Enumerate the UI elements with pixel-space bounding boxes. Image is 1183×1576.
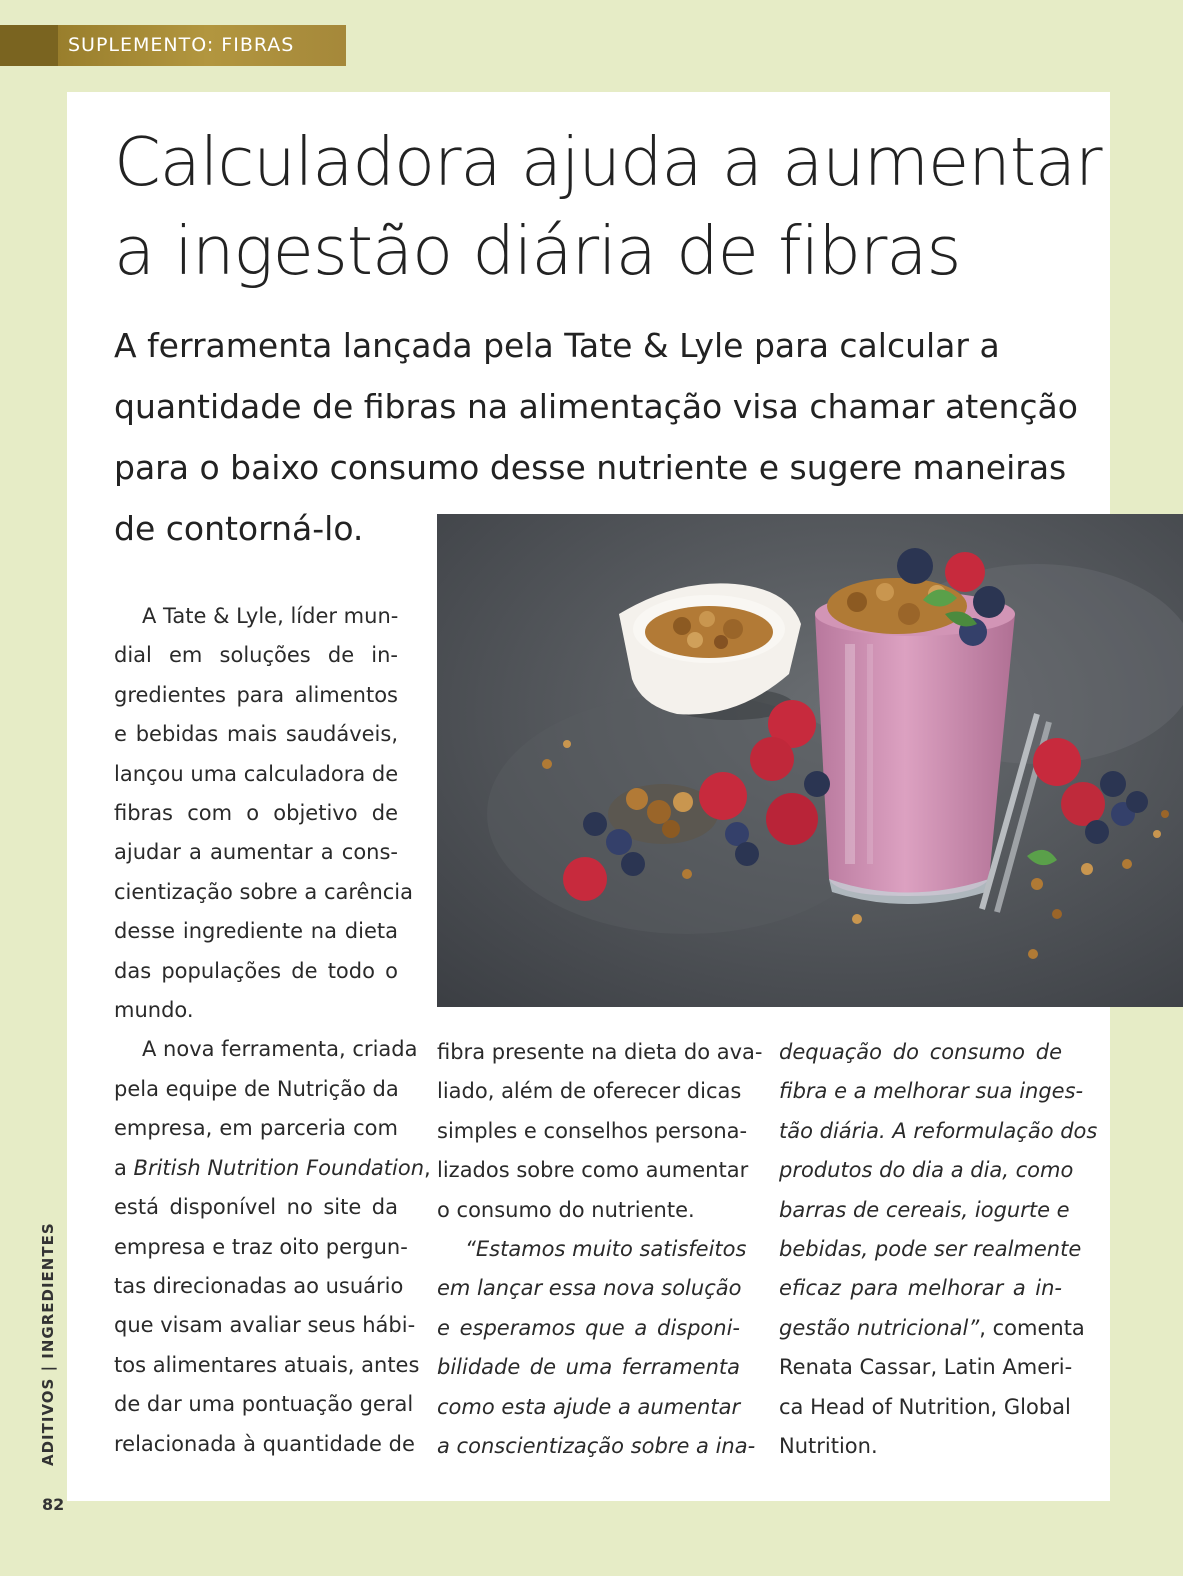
body-line: o consumo do nutriente. [437,1197,695,1222]
body-line: que visam avaliar seus hábi- [114,1313,416,1338]
quote-line: a conscientização sobre a ina- [437,1434,756,1459]
quote-line: “Estamos muito satisfeitos [465,1237,747,1262]
section-tag [0,25,346,66]
body-line: lançou uma calculadora de [114,761,399,786]
article-column-2 [437,1033,763,1466]
granola-bowl [619,583,801,720]
body-line: tos alimentares atuais, antes [114,1352,420,1377]
side-section-label: ADITIVOS | INGREDIENTES [39,1222,57,1466]
body-text: , comenta [979,1315,1085,1340]
article-column-1 [114,597,431,1464]
lead-line: de contorná-lo. [114,509,364,548]
quote-line: dequação do consumo de [779,1040,1062,1064]
article-title [114,118,1104,296]
body-line [779,1309,1085,1348]
body-line: de dar uma pontuação geral [114,1392,414,1417]
body-line [114,1149,431,1188]
quote-line: fibra e a melhorar sua inges- [779,1079,1084,1104]
quote-line: produtos do dia a dia, como [779,1158,1074,1183]
body-line: A nova ferramenta, criada [142,1037,418,1062]
body-text: a [114,1155,134,1180]
body-line: cientização sobre a carência [114,879,414,904]
glass-smoothie [815,548,1015,904]
lead-line: para o baixo consumo desse nutriente e sugere maneiras [114,448,1067,487]
body-line: tas direcionadas ao usuário [114,1273,404,1298]
body-line: dial em soluções de in- [114,643,398,668]
article-column-3 [779,1033,1098,1466]
body-line: relacionada à quantidade de [114,1431,415,1456]
body-line: mundo. [114,998,194,1023]
body-line: ajudar a aumentar a cons- [114,840,398,865]
body-line: empresa e traz oito pergun- [114,1234,408,1259]
body-line: Renata Cassar, Latin Ameri- [779,1355,1073,1380]
quote-line: tão diária. A reformulação dos [779,1118,1098,1143]
body-line: pela equipe de Nutrição da [114,1076,399,1101]
quote-line: em lançar essa nova solução [437,1276,742,1301]
quote-line: barras de cereais, iogurte e [779,1197,1070,1222]
body-text: , [424,1155,431,1180]
body-line: e bebidas mais saudáveis, [114,722,398,747]
body-line: fibras com o objetivo de [114,801,398,826]
quote-line: eficaz para melhorar a in- [779,1276,1062,1301]
title-line: a ingestão diária de fibras [114,212,961,290]
section-tag-label: SUPLEMENTO: FIBRAS [68,34,295,56]
body-line: liado, além de oferecer dicas [437,1079,742,1104]
lead-line: quantidade de fibras na alimentação visa chamar atenção [114,387,1078,426]
body-line: A Tate & Lyle, líder mun- [142,604,399,628]
title-line: Calculadora ajuda a aumentar [114,123,1102,201]
quote-text: gestão nutricional” [779,1315,980,1340]
body-line: lizados sobre como aumentar [437,1158,749,1183]
body-line: desse ingrediente na dieta [114,919,398,944]
foundation-name: British Nutrition Foundation [133,1155,425,1180]
quote-line: como esta ajude a aumentar [437,1394,741,1419]
section-tag-marker [0,25,58,66]
body-line: está disponível no site da [114,1195,398,1220]
smoothie-photo [437,514,1183,1007]
body-line: Nutrition. [779,1434,878,1459]
quote-line: e esperamos que a disponi- [437,1315,740,1340]
body-line: das populações de todo o [114,958,398,983]
smoothie-illustration [437,514,1183,1007]
body-line: gredientes para alimentos [114,682,398,707]
body-line: ca Head of Nutrition, Global [779,1394,1071,1419]
body-line: empresa, em parceria com [114,1116,398,1141]
page-number: 82 [42,1495,65,1514]
body-line: fibra presente na dieta do ava- [437,1040,763,1064]
lead-line: A ferramenta lançada pela Tate & Lyle para calcular a [114,326,1000,365]
quote-line: bebidas, pode ser realmente [779,1237,1082,1262]
quote-line: bilidade de uma ferramenta [437,1355,740,1380]
body-line: simples e conselhos persona- [437,1118,748,1143]
